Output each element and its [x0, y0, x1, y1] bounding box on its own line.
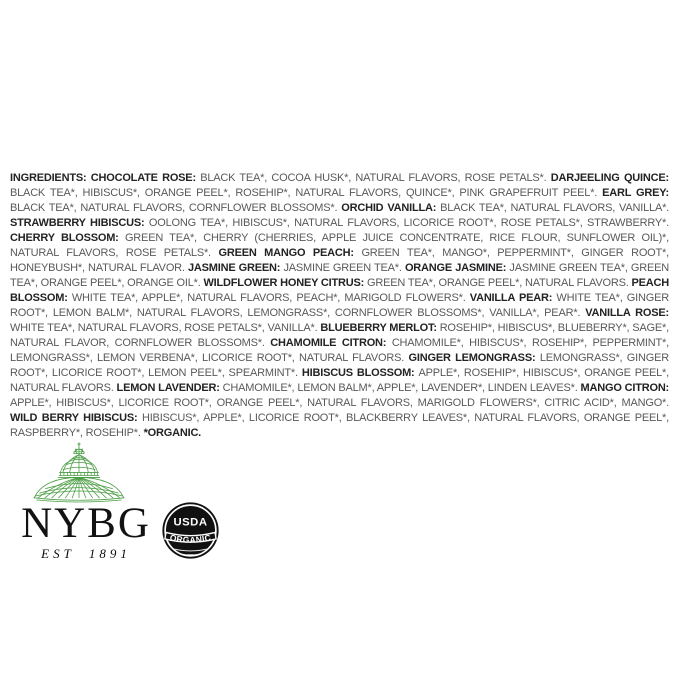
tea-ingredients: BLACK TEA*, COCOA HUSK*, NATURAL FLAVORS, ROSE PETALS*. [200, 172, 551, 184]
tea-ingredients: WHITE TEA*, GINGER ROOT*, LEMON BALM*, NATURAL FLAVORS, LEMONGRASS*, CORNFLOWER BLOSSOMS*, VANILLA*, PEAR*. [10, 292, 669, 319]
tea-ingredients: LEMONGRASS*, GINGER ROOT*, LICORICE ROOT*, LEMON PEEL*, SPEARMINT*. [10, 352, 669, 379]
tea-ingredients: GREEN TEA*, MANGO*, PEPPERMINT*, GINGER ROOT*, HONEYBUSH*, NATURAL FLAVOR. [10, 247, 669, 274]
tea-name: ORANGE JASMINE: [404, 262, 510, 274]
usda-seal-text-organic: ORGANIC [168, 532, 213, 545]
tea-name: VANILLA PEAR: [469, 292, 557, 304]
tea-name: CHOCOLATE ROSE: [90, 172, 201, 184]
tea-name: ORCHID VANILLA: [341, 202, 441, 214]
tea-name: BLUEBERRY MERLOT: [320, 322, 440, 334]
tea-ingredients: BLACK TEA*, NATURAL FLAVORS, VANILLA*. [440, 202, 670, 214]
tea-ingredients: WHITE TEA*, NATURAL FLAVORS, ROSE PETALS*, VANILLA*. [10, 322, 321, 334]
tea-name: GREEN MANGO PEACH: [218, 247, 362, 259]
tea-ingredients: CHAMOMILE*, LEMON BALM*, APPLE*, LAVENDER*, LINDEN LEAVES*. [222, 382, 581, 394]
tea-ingredients: BLACK TEA*, NATURAL FLAVORS, CORNFLOWER BLOSSOMS*. [10, 202, 342, 214]
organic-note: *ORGANIC. [143, 427, 202, 439]
tea-ingredients: GREEN TEA*, ORANGE PEEL*, NATURAL FLAVORS. [367, 277, 632, 289]
tea-name: DARJEELING QUINCE: [550, 172, 669, 184]
tea-ingredients: HIBISCUS*, APPLE*, LICORICE ROOT*, BLACKBERRY LEAVES*, NATURAL FLAVORS, ORANGE PEEL*, RASPBERRY*, ROSEHIP*. [10, 412, 669, 439]
usda-seal-text-usda: USDA [173, 516, 208, 529]
usda-organic-seal-icon [161, 501, 220, 560]
tea-name: EARL GREY: [602, 187, 670, 199]
tea-ingredients: WHITE TEA*, APPLE*, NATURAL FLAVORS, PEACH*, MARIGOLD FLOWERS*. [71, 292, 470, 304]
nybg-wordmark: NYBG [21, 500, 151, 547]
tea-name: VANILLA ROSE: [585, 307, 669, 319]
tea-name: JASMINE GREEN: [187, 262, 284, 274]
tea-name: HIBISCUS BLOSSOM: [301, 367, 419, 379]
tea-name: STRAWBERRY HIBISCUS: [10, 217, 149, 229]
tea-ingredients: GREEN TEA*, CHERRY (CHERRIES, APPLE JUICE CONCENTRATE, RICE FLOUR, SUNFLOWER OIL)*, NATURAL FLAVORS, ROSE PETALS*. [10, 232, 669, 259]
tea-name: MANGO CITRON: [580, 382, 670, 394]
ingredients-paragraph [10, 171, 669, 441]
tea-ingredients: BLACK TEA*, HIBISCUS*, ORANGE PEEL*, ROSEHIP*, NATURAL FLAVORS, QUINCE*, PINK GRAPEFRUIT PEEL*. [10, 187, 603, 199]
nybg-logo [14, 440, 158, 570]
tea-ingredients: APPLE*, HIBISCUS*, LICORICE ROOT*, ORANGE PEEL*, NATURAL FLAVORS, MARIGOLD FLOWERS*, CITRIC ACID*, MANGO*. [10, 397, 669, 409]
tea-name: CHERRY BLOSSOM: [10, 232, 125, 244]
tea-ingredients: ROSEHIP*, HIBISCUS*, BLUEBERRY*, SAGE*, NATURAL FLAVOR, CORNFLOWER BLOSSOMS*. [10, 322, 669, 349]
tea-name: WILD BERRY HIBISCUS: [10, 412, 142, 424]
tea-ingredients: APPLE*, ROSEHIP*, HIBISCUS*, ORANGE PEEL*, NATURAL FLAVORS. [10, 367, 669, 394]
tea-name: PEACH BLOSSOM: [10, 277, 669, 304]
tea-name: CHAMOMILE CITRON: [270, 337, 392, 349]
tea-name: WILDFLOWER HONEY CITRUS: [203, 277, 368, 289]
tea-name: GINGER LEMONGRASS: [408, 352, 540, 364]
nybg-established-text: EST 1891 [41, 546, 131, 561]
ingredients-label: INGREDIENTS: [10, 172, 91, 184]
tea-ingredients: JASMINE GREEN TEA*. [283, 262, 405, 274]
nybg-dome-icon [30, 442, 128, 508]
tea-ingredients: JASMINE GREEN TEA*, GREEN TEA*, ORANGE PEEL*, ORANGE OIL*. [10, 262, 670, 289]
tea-ingredients: CHAMOMILE*, HIBISCUS*, ROSEHIP*, PEPPERMINT*, LEMONGRASS*, LEMON VERBENA*, LICORICE ROOT*, NATURAL FLAVORS. [10, 337, 669, 364]
tea-name: LEMON LAVENDER: [116, 382, 223, 394]
tea-ingredients: OOLONG TEA*, HIBISCUS*, NATURAL FLAVORS, LICORICE ROOT*, ROSE PETALS*, STRAWBERRY*. [148, 217, 669, 229]
